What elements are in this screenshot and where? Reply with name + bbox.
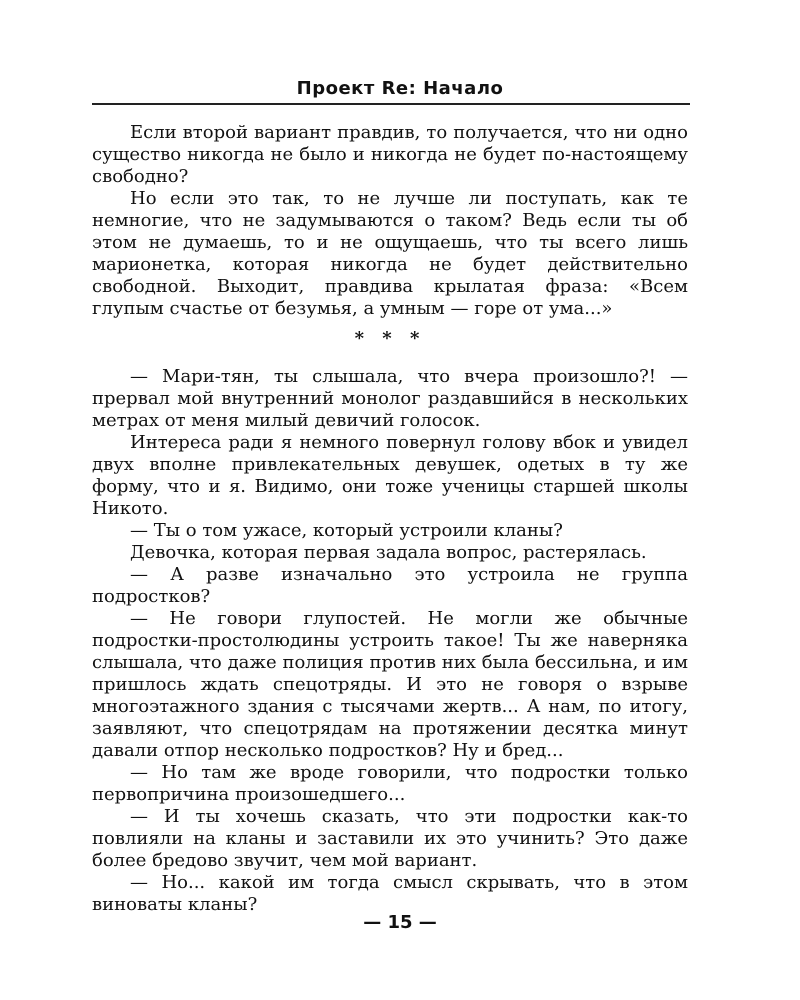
paragraph: — Не говори глупостей. Не могли же обычные подростки-простолюдины устроить такое! Ты же наверняка слышала, что даже полиция против них была бессильна, и им пришлось ждать спецотряды. И это не говоря о взрыве многоэтажного здания с тысячами жертв... А нам, по итогу, заявляют, что спецотрядам на протяжении десятка минут давали отпор несколько подростков? Ну и бред... xyxy=(92,608,688,761)
page-number: — 15 — xyxy=(363,912,437,933)
paragraph: — Но там же вроде говорили, что подростки только первопричина произошедшего... xyxy=(92,762,688,805)
paragraph: — И ты хочешь сказать, что эти подростки как-то повлияли на кланы и заставили их это учинить? Это даже более бредово звучит, чем мой вариант. xyxy=(92,806,688,871)
paragraph: — А разве изначально это устроила не группа подростков? xyxy=(92,564,688,607)
header-rule xyxy=(92,103,690,105)
paragraph: — Ты о том ужасе, который устроили кланы? xyxy=(130,520,563,541)
paragraph: Если второй вариант правдив, то получается, что ни одно существо никогда не было и никогда не будет по-настоящему свободно? xyxy=(92,122,688,187)
paragraph: Интереса ради я немного повернул голову вбок и увидел двух вполне привлекательных девушек, одетых в ту же форму, что и я. Видимо, они тоже ученицы старшей школы Никото. xyxy=(92,432,688,519)
paragraph: — Мари-тян, ты слышала, что вчера произошло?! — прервал мой внутренний монолог раздавшийся в нескольких метрах от меня милый девичий голосок. xyxy=(92,366,688,431)
paragraph: Но если это так, то не лучше ли поступать, как те немногие, что не задумываются о таком? Ведь если ты об этом не думаешь, то и не ощущаешь, что ты всего лишь марионетка, которая никогда не будет действительно свободной. Выходит, правдива крылатая фраза: «Всем глупым счастье от безумья, а умным — горе от ума...» xyxy=(92,188,688,319)
section-separator: * * * xyxy=(354,328,426,349)
running-header-title: Проект Re: Начало xyxy=(296,78,504,99)
paragraph: — Но... какой им тогда смысл скрывать, что в этом виноваты кланы? xyxy=(92,872,688,915)
page-body xyxy=(92,122,688,916)
paragraph: Девочка, которая первая задала вопрос, растерялась. xyxy=(130,542,647,563)
